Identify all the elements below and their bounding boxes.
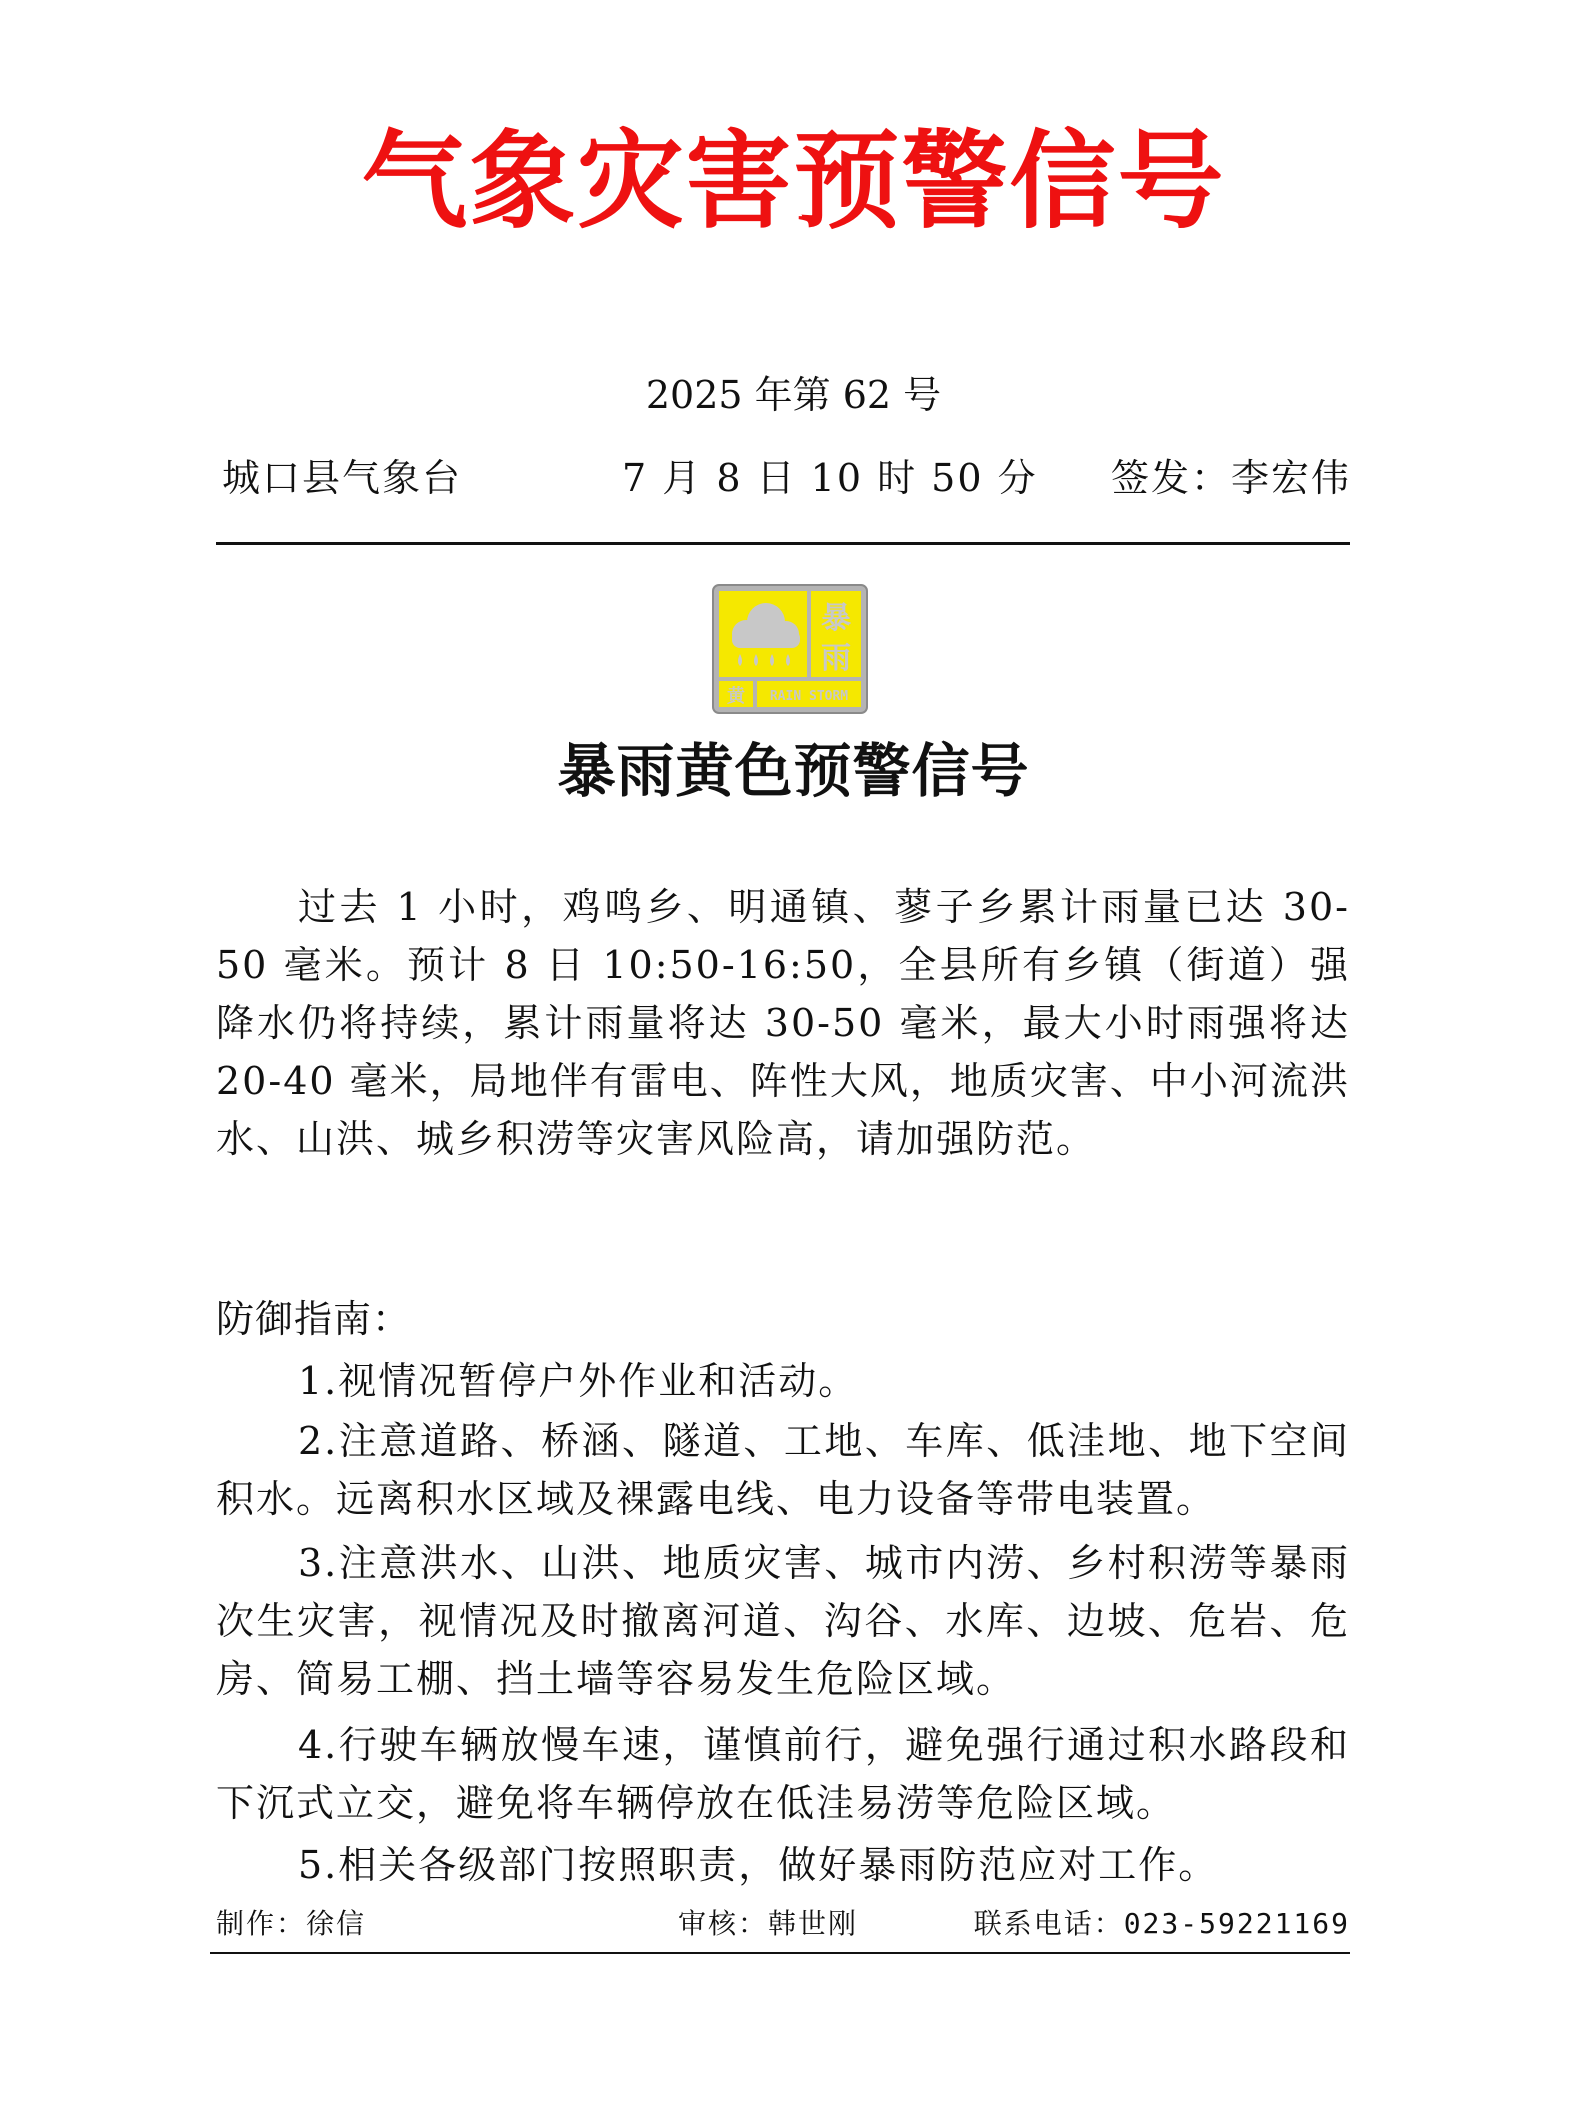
warning-description: 过去 1 小时，鸡鸣乡、明通镇、蓼子乡累计雨量已达 30-50 毫米。预计 8 日 10:50-16:50，全县所有乡镇（街道）强降水仍将持续，累计雨量将达 30-50 毫米，最大小时雨强将达 20-40 毫米，局地伴有雷电、阵性大风，地质灾害、中小河流洪水、山洪、城乡积涝等灾害风险高，请加强防范。 <box>216 885 1350 1161</box>
signal-label: RAIN STORM <box>769 689 849 704</box>
footer-contact: 联系电话：023-59221169 <box>973 1907 1350 1940</box>
signal-glyph-top: 暴 <box>821 601 851 636</box>
issue-number: 2025 年第 62 号 <box>645 373 942 417</box>
signer: 签发：李宏伟 <box>1110 456 1351 500</box>
rainstorm-yellow-signal-icon <box>712 584 868 714</box>
rainstorm-signal-graphic <box>712 584 868 714</box>
document-title: 气象灾害预警信号 <box>361 118 1226 243</box>
footer-producer: 制作：徐信 <box>216 1907 367 1940</box>
guide-item-5: 5.相关各级部门按照职责，做好暴雨防范应对工作。 <box>298 1843 1219 1887</box>
guide-item-3: 3.注意洪水、山洪、地质灾害、城市内涝、乡村积涝等暴雨次生灾害，视情况及时撤离河道、沟谷、水库、边坡、危岩、危房、简易工棚、挡土墙等容易发生危险区域。 <box>216 1541 1350 1701</box>
issue-time: 7 月 8 日 10 时 50 分 <box>622 456 1038 500</box>
signal-glyph-bottom: 雨 <box>821 641 851 676</box>
signal-title: 暴雨黄色预警信号 <box>557 737 1030 805</box>
guide-item-1: 1.视情况暂停户外作业和活动。 <box>298 1359 859 1403</box>
issuer-name: 城口县气象台 <box>222 456 463 500</box>
footer-reviewer: 审核：韩世刚 <box>678 1907 859 1940</box>
guide-heading: 防御指南： <box>216 1297 412 1341</box>
header-divider <box>216 542 1350 545</box>
signal-glyph-small: 黄 <box>727 686 745 707</box>
guide-item-4: 4.行驶车辆放慢车速，谨慎前行，避免强行通过积水路段和下沉式立交，避免将车辆停放在低洼易涝等危险区域。 <box>216 1723 1350 1825</box>
footer-divider <box>210 1952 1350 1954</box>
guide-item-2: 2.注意道路、桥涵、隧道、工地、车库、低洼地、地下空间积水。远离积水区域及裸露电线、电力设备等带电装置。 <box>216 1419 1350 1521</box>
